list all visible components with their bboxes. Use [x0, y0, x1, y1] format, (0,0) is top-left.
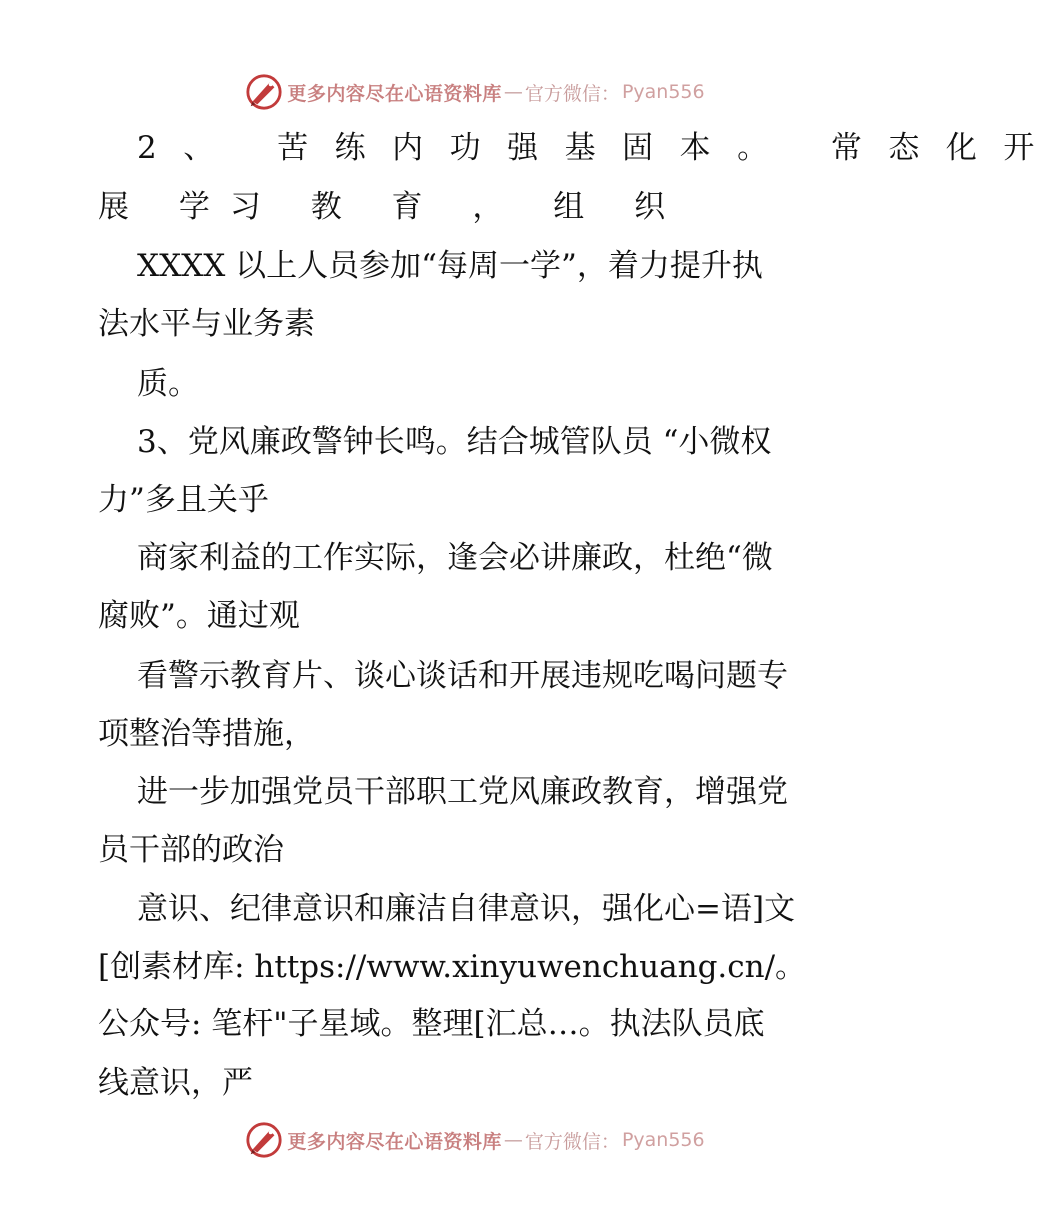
body-line: 质。 — [137, 366, 199, 402]
body-line: 意识、纪律意识和廉洁自律意识，强化心=语]文 — [137, 891, 796, 927]
watermark-wechat-id: Pyan556 — [621, 1129, 705, 1151]
watermark-wechat-label: 官方微信： — [524, 82, 620, 105]
watermark-banner-top — [0, 72, 950, 112]
body-line: 看警示教育片、谈心谈话和开展违规吃喝问题专 — [137, 658, 788, 694]
watermark-text: 更多内容尽在心语资料库 — [287, 1130, 502, 1153]
watermark-banner-bottom — [0, 1120, 950, 1160]
watermark-wechat-id: Pyan556 — [621, 81, 705, 103]
watermark-dash: — — [503, 81, 523, 103]
watermark-dash: — — [503, 1129, 523, 1151]
body-line: 展 学习 教 育 ， 组 织 — [98, 189, 686, 225]
body-line: 2、 苦练内功强基固本。 常态化开 — [137, 130, 1061, 166]
body-line: 力”多且关乎 — [98, 482, 269, 518]
body-line: 商家利益的工作实际，逢会必讲廉政，杜绝“微 — [137, 540, 773, 576]
body-line: 进一步加强党员干部职工党风廉政教育，增强党 — [137, 774, 788, 810]
body-line: 公众号: 笔杆"子星域。整理[汇总…。执法队员底 — [98, 1006, 765, 1042]
pen-logo-icon — [245, 73, 283, 111]
watermark-wechat-label: 官方微信： — [524, 1130, 620, 1153]
body-line: 项整治等措施， — [98, 716, 315, 752]
pen-logo-icon — [245, 1121, 283, 1159]
body-line: 腐败”。通过观 — [98, 598, 300, 634]
body-line: 法水平与业务素 — [98, 306, 315, 342]
body-line: 员干部的政治 — [98, 832, 284, 868]
body-line: XXXX 以上人员参加“每周一学”，着力提升执 — [137, 248, 763, 284]
body-line: 线意识，严 — [98, 1065, 253, 1101]
body-line: [创素材库: https://www.xinyuwenchuang.cn/。 — [98, 949, 807, 985]
body-line: 3、党风廉政警钟长鸣。结合城管队员 “小微权 — [137, 424, 772, 460]
watermark-text: 更多内容尽在心语资料库 — [287, 82, 502, 105]
